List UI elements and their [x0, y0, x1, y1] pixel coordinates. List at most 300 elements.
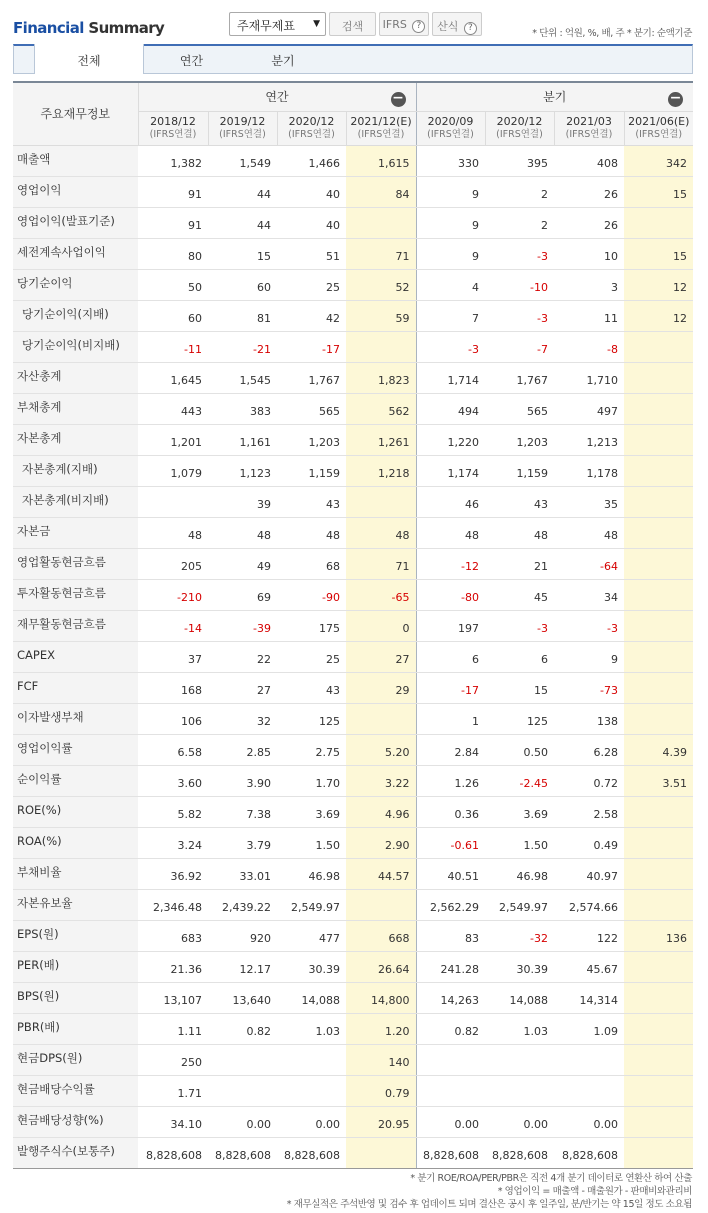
- table-cell: 27: [208, 672, 277, 703]
- table-cell: 0.00: [416, 1106, 485, 1137]
- table-cell: 342: [624, 145, 693, 176]
- table-cell: 8,828,608: [138, 1137, 208, 1168]
- table-cell: [346, 1137, 416, 1168]
- table-cell: 2.84: [416, 734, 485, 765]
- table-cell: 46.98: [485, 858, 554, 889]
- table-cell: 565: [485, 393, 554, 424]
- table-cell: [277, 1075, 346, 1106]
- table-row: [13, 145, 693, 176]
- unit-note: * 단위 : 억원, %, 배, 주 * 분기: 순액기준: [532, 28, 692, 39]
- table-cell: -210: [138, 579, 208, 610]
- table-cell: [554, 1075, 624, 1106]
- table-cell: 21: [485, 548, 554, 579]
- table-row: [13, 207, 693, 238]
- table-cell: 0.50: [485, 734, 554, 765]
- statement-select[interactable]: [229, 12, 326, 36]
- table-cell: 2.90: [346, 827, 416, 858]
- row-label: 영업이익(발표기준): [13, 207, 138, 238]
- help-icon: ?: [464, 22, 477, 35]
- table-cell: 60: [138, 300, 208, 331]
- chevron-down-icon: ▼: [313, 19, 320, 29]
- table-cell: 8,828,608: [208, 1137, 277, 1168]
- table-cell: 0.79: [346, 1075, 416, 1106]
- table-cell: 1,161: [208, 424, 277, 455]
- table-cell: [346, 486, 416, 517]
- row-label: 당기순이익(비지배): [13, 331, 138, 362]
- table-cell: 69: [208, 579, 277, 610]
- table-cell: 3.22: [346, 765, 416, 796]
- table-cell: 40: [277, 207, 346, 238]
- table-cell: 6: [416, 641, 485, 672]
- table-cell: 30.39: [277, 951, 346, 982]
- table-cell: 48: [554, 517, 624, 548]
- table-cell: 122: [554, 920, 624, 951]
- table-cell: [624, 362, 693, 393]
- table-cell: 2.75: [277, 734, 346, 765]
- table-cell: 6: [485, 641, 554, 672]
- table-cell: 138: [554, 703, 624, 734]
- table-cell: 60: [208, 269, 277, 300]
- row-label: 재무활동현금흐름: [13, 610, 138, 641]
- table-cell: 3.24: [138, 827, 208, 858]
- table-cell: 2,439.22: [208, 889, 277, 920]
- help-icon: ?: [412, 20, 425, 33]
- table-row: [13, 858, 693, 889]
- table-cell: 43: [485, 486, 554, 517]
- table-cell: 1.70: [277, 765, 346, 796]
- ifrs-button[interactable]: [379, 12, 429, 36]
- row-label: 순이익률: [13, 765, 138, 796]
- table-cell: 32: [208, 703, 277, 734]
- row-label: 자본유보율: [13, 889, 138, 920]
- table-cell: 39: [208, 486, 277, 517]
- page-title: [13, 19, 164, 37]
- table-cell: [624, 517, 693, 548]
- table-cell: 48: [485, 517, 554, 548]
- row-label: 현금배당수익률: [13, 1075, 138, 1106]
- table-cell: 1.50: [485, 827, 554, 858]
- row-label: 자본총계(지배): [13, 455, 138, 486]
- table-row: [13, 1044, 693, 1075]
- table-cell: -2.45: [485, 765, 554, 796]
- period-sub: (IFRS연결): [357, 129, 405, 140]
- table-row: [13, 176, 693, 207]
- table-row: [13, 703, 693, 734]
- formula-label: 산식: [437, 20, 459, 33]
- table-cell: 81: [208, 300, 277, 331]
- ifrs-label: IFRS: [382, 18, 407, 31]
- table-cell: 241.28: [416, 951, 485, 982]
- table-row: [13, 1013, 693, 1044]
- table-cell: 27: [346, 641, 416, 672]
- table-cell: [624, 455, 693, 486]
- table-cell: -11: [138, 331, 208, 362]
- table-cell: 7.38: [208, 796, 277, 827]
- period-header: [138, 111, 208, 145]
- table-cell: 83: [416, 920, 485, 951]
- table-cell: 12: [624, 300, 693, 331]
- table-cell: 250: [138, 1044, 208, 1075]
- title-part1: Financial: [13, 19, 84, 37]
- table-cell: [346, 207, 416, 238]
- table-cell: 565: [277, 393, 346, 424]
- table-cell: -64: [554, 548, 624, 579]
- table-cell: 91: [138, 207, 208, 238]
- table-row: [13, 827, 693, 858]
- table-cell: 46.98: [277, 858, 346, 889]
- table-cell: 2.58: [554, 796, 624, 827]
- row-label: 자본총계(비지배): [13, 486, 138, 517]
- table-cell: [485, 1044, 554, 1075]
- statement-select-value: 주재무제표: [237, 19, 295, 33]
- table-cell: 1,174: [416, 455, 485, 486]
- row-label: 영업이익률: [13, 734, 138, 765]
- table-row: [13, 486, 693, 517]
- table-cell: -12: [416, 548, 485, 579]
- collapse-annual-icon[interactable]: −: [392, 90, 404, 106]
- table-row: [13, 424, 693, 455]
- tab-quarter[interactable]: 분기: [271, 54, 295, 68]
- row-label: PER(배): [13, 951, 138, 982]
- row-label: 영업활동현금흐름: [13, 548, 138, 579]
- table-cell: -39: [208, 610, 277, 641]
- table-cell: 26: [554, 176, 624, 207]
- table-cell: 10: [554, 238, 624, 269]
- table-cell: 1,218: [346, 455, 416, 486]
- row-label: 자산총계: [13, 362, 138, 393]
- table-cell: [208, 1044, 277, 1075]
- table-cell: 1.71: [138, 1075, 208, 1106]
- table-cell: 443: [138, 393, 208, 424]
- table-cell: 13,640: [208, 982, 277, 1013]
- table-cell: 4: [416, 269, 485, 300]
- table-cell: [554, 1044, 624, 1075]
- table-cell: [624, 641, 693, 672]
- period-sub: (IFRS연결): [288, 129, 335, 140]
- table-cell: 14,088: [277, 982, 346, 1013]
- table-cell: 30.39: [485, 951, 554, 982]
- table-cell: 3.51: [624, 765, 693, 796]
- period-header: [416, 111, 485, 145]
- table-cell: 3.69: [485, 796, 554, 827]
- footnote: * 재무실적은 주석반영 및 검수 후 업데이트 되며 결산은 공시 후 일주일, 분/반기는 약 15일 정도 소요됨: [286, 1199, 692, 1210]
- table-row: [13, 734, 693, 765]
- period-header: [277, 111, 346, 145]
- table-cell: 14,800: [346, 982, 416, 1013]
- period-sub: (IFRS연결): [219, 129, 266, 140]
- table-cell: [624, 827, 693, 858]
- period-header: [554, 111, 624, 145]
- table-cell: 106: [138, 703, 208, 734]
- table-cell: 45.67: [554, 951, 624, 982]
- table-cell: 668: [346, 920, 416, 951]
- table-cell: [624, 858, 693, 889]
- table-cell: 5.82: [138, 796, 208, 827]
- table-cell: 395: [485, 145, 554, 176]
- table-cell: 2: [485, 207, 554, 238]
- table-row: [13, 455, 693, 486]
- table-cell: 8,828,608: [485, 1137, 554, 1168]
- table-cell: 140: [346, 1044, 416, 1075]
- table-cell: 1.11: [138, 1013, 208, 1044]
- table-cell: 34.10: [138, 1106, 208, 1137]
- row-label: 현금배당성향(%): [13, 1106, 138, 1137]
- table-cell: 383: [208, 393, 277, 424]
- table-cell: [138, 486, 208, 517]
- financial-table: [13, 81, 693, 1169]
- table-cell: -17: [416, 672, 485, 703]
- table-cell: 0.00: [208, 1106, 277, 1137]
- table-cell: 42: [277, 300, 346, 331]
- table-row: [13, 238, 693, 269]
- table-cell: 2,562.29: [416, 889, 485, 920]
- table-row: [13, 1106, 693, 1137]
- period-header: [346, 111, 416, 145]
- table-cell: 3.90: [208, 765, 277, 796]
- table-cell: 0: [346, 610, 416, 641]
- table-row: [13, 765, 693, 796]
- table-cell: 197: [416, 610, 485, 641]
- table-cell: 168: [138, 672, 208, 703]
- period-label: 2020/12: [288, 115, 335, 128]
- table-cell: 68: [277, 548, 346, 579]
- table-cell: [624, 889, 693, 920]
- table-cell: [485, 1075, 554, 1106]
- table-row: [13, 982, 693, 1013]
- table-cell: -3: [416, 331, 485, 362]
- period-header: [624, 111, 693, 145]
- period-label: 2018/12: [150, 115, 196, 128]
- table-cell: 11: [554, 300, 624, 331]
- table-cell: 20.95: [346, 1106, 416, 1137]
- table-cell: [624, 1137, 693, 1168]
- table-cell: 45: [485, 579, 554, 610]
- table-cell: 3.79: [208, 827, 277, 858]
- table-cell: 1.20: [346, 1013, 416, 1044]
- table-row: [13, 1075, 693, 1106]
- table-cell: 36.92: [138, 858, 208, 889]
- row-label: ROE(%): [13, 796, 138, 827]
- table-cell: 91: [138, 176, 208, 207]
- table-cell: 51: [277, 238, 346, 269]
- group-annual-label: 연간: [265, 90, 289, 105]
- table-cell: 9: [416, 176, 485, 207]
- table-cell: [346, 331, 416, 362]
- title-part2: Summary: [83, 19, 165, 37]
- table-cell: 40: [277, 176, 346, 207]
- table-cell: [624, 796, 693, 827]
- table-cell: 1,159: [485, 455, 554, 486]
- table-cell: 1,823: [346, 362, 416, 393]
- table-cell: 1,645: [138, 362, 208, 393]
- table-cell: 6.28: [554, 734, 624, 765]
- table-cell: 26: [554, 207, 624, 238]
- table-cell: 7: [416, 300, 485, 331]
- footnote: * 영업이익 = 매출액 - 매출원가 - 판매비와관리비: [497, 1186, 692, 1197]
- table-cell: 50: [138, 269, 208, 300]
- row-label: 현금DPS(원): [13, 1044, 138, 1075]
- table-cell: 6.58: [138, 734, 208, 765]
- table-cell: 330: [416, 145, 485, 176]
- table-cell: 408: [554, 145, 624, 176]
- table-cell: [277, 1044, 346, 1075]
- table-row: [13, 951, 693, 982]
- row-label: 세전계속사업이익: [13, 238, 138, 269]
- table-cell: 8,828,608: [554, 1137, 624, 1168]
- table-cell: 1.03: [277, 1013, 346, 1044]
- table-cell: 1,261: [346, 424, 416, 455]
- row-label: ROA(%): [13, 827, 138, 858]
- top-bar: [0, 0, 708, 44]
- table-cell: 3.69: [277, 796, 346, 827]
- table-cell: 920: [208, 920, 277, 951]
- table-row: [13, 517, 693, 548]
- table-cell: 4.39: [624, 734, 693, 765]
- row-label: BPS(원): [13, 982, 138, 1013]
- row-label: 이자발생부채: [13, 703, 138, 734]
- table-cell: 15: [485, 672, 554, 703]
- table-cell: -73: [554, 672, 624, 703]
- table-cell: 136: [624, 920, 693, 951]
- table-cell: 1,201: [138, 424, 208, 455]
- table-cell: -21: [208, 331, 277, 362]
- table-row: [13, 579, 693, 610]
- row-label: PBR(배): [13, 1013, 138, 1044]
- table-cell: [346, 889, 416, 920]
- table-body: [13, 145, 693, 1168]
- table-row: [13, 1137, 693, 1168]
- row-label: FCF: [13, 672, 138, 703]
- table-cell: -7: [485, 331, 554, 362]
- table-cell: 22: [208, 641, 277, 672]
- table-cell: 1,159: [277, 455, 346, 486]
- table-cell: 14,263: [416, 982, 485, 1013]
- table-cell: 8,828,608: [416, 1137, 485, 1168]
- table-cell: 12.17: [208, 951, 277, 982]
- formula-button[interactable]: [432, 12, 482, 36]
- table-cell: -3: [485, 610, 554, 641]
- table-cell: 48: [346, 517, 416, 548]
- period-sub: (IFRS연결): [565, 129, 613, 140]
- table-cell: 48: [277, 517, 346, 548]
- table-cell: 35: [554, 486, 624, 517]
- table-cell: 125: [485, 703, 554, 734]
- table-cell: 1,615: [346, 145, 416, 176]
- table-cell: 14,314: [554, 982, 624, 1013]
- table-cell: 0.49: [554, 827, 624, 858]
- search-button[interactable]: 검색: [329, 12, 376, 36]
- table-cell: [416, 1044, 485, 1075]
- table-cell: [624, 393, 693, 424]
- table-row: [13, 641, 693, 672]
- tab-all[interactable]: 전체: [34, 44, 144, 74]
- table-cell: -32: [485, 920, 554, 951]
- table-cell: 40.51: [416, 858, 485, 889]
- table-cell: 29: [346, 672, 416, 703]
- table-cell: 71: [346, 238, 416, 269]
- table-cell: 1,714: [416, 362, 485, 393]
- table-cell: [624, 703, 693, 734]
- table-cell: 15: [624, 238, 693, 269]
- table-cell: [624, 1106, 693, 1137]
- table-cell: 3: [554, 269, 624, 300]
- table-cell: -3: [554, 610, 624, 641]
- table-cell: -3: [485, 238, 554, 269]
- table-cell: 59: [346, 300, 416, 331]
- table-row: [13, 548, 693, 579]
- table-cell: 25: [277, 269, 346, 300]
- table-cell: 34: [554, 579, 624, 610]
- table-cell: [624, 982, 693, 1013]
- table-cell: 43: [277, 672, 346, 703]
- group-header-quarter: [416, 82, 693, 111]
- table-cell: [624, 207, 693, 238]
- table-cell: 9: [416, 238, 485, 269]
- table-cell: [624, 1013, 693, 1044]
- table-cell: 1,710: [554, 362, 624, 393]
- table-cell: 0.72: [554, 765, 624, 796]
- period-tabs: [13, 44, 693, 74]
- tab-annual[interactable]: 연간: [179, 54, 204, 68]
- table-cell: 80: [138, 238, 208, 269]
- table-cell: 494: [416, 393, 485, 424]
- table-cell: 8,828,608: [277, 1137, 346, 1168]
- table-cell: 9: [416, 207, 485, 238]
- table-cell: 5.20: [346, 734, 416, 765]
- period-label: 2019/12: [219, 115, 266, 128]
- table-row: [13, 331, 693, 362]
- table-cell: 1,767: [485, 362, 554, 393]
- table-row: [13, 920, 693, 951]
- period-sub: (IFRS연결): [496, 129, 543, 140]
- table-cell: 175: [277, 610, 346, 641]
- table-cell: -14: [138, 610, 208, 641]
- table-cell: [624, 1075, 693, 1106]
- row-label: 부채비율: [13, 858, 138, 889]
- period-label: 2021/12(E): [350, 115, 412, 128]
- period-label: 2020/09: [427, 115, 474, 128]
- collapse-quarter-icon[interactable]: −: [669, 90, 682, 106]
- table-cell: 1,123: [208, 455, 277, 486]
- table-row: [13, 269, 693, 300]
- table-cell: 48: [138, 517, 208, 548]
- table-cell: 1,382: [138, 145, 208, 176]
- row-label: 당기순이익: [13, 269, 138, 300]
- table-cell: 1,079: [138, 455, 208, 486]
- table-cell: 1,220: [416, 424, 485, 455]
- table-cell: 26.64: [346, 951, 416, 982]
- table-cell: -0.61: [416, 827, 485, 858]
- group-quarter-label: 분기: [543, 90, 567, 105]
- table-cell: [624, 579, 693, 610]
- table-cell: 12: [624, 269, 693, 300]
- period-label: 2021/03: [566, 115, 612, 128]
- table-cell: 1,213: [554, 424, 624, 455]
- group-header-annual: [138, 82, 416, 111]
- table-cell: -65: [346, 579, 416, 610]
- period-header: [485, 111, 554, 145]
- table-cell: [624, 610, 693, 641]
- table-cell: 497: [554, 393, 624, 424]
- table-cell: -90: [277, 579, 346, 610]
- period-label: 2020/12: [496, 115, 543, 128]
- table-cell: 2,549.97: [277, 889, 346, 920]
- table-cell: 33.01: [208, 858, 277, 889]
- table-cell: 1,549: [208, 145, 277, 176]
- table-cell: 3.60: [138, 765, 208, 796]
- table-cell: 1,466: [277, 145, 346, 176]
- table-cell: -17: [277, 331, 346, 362]
